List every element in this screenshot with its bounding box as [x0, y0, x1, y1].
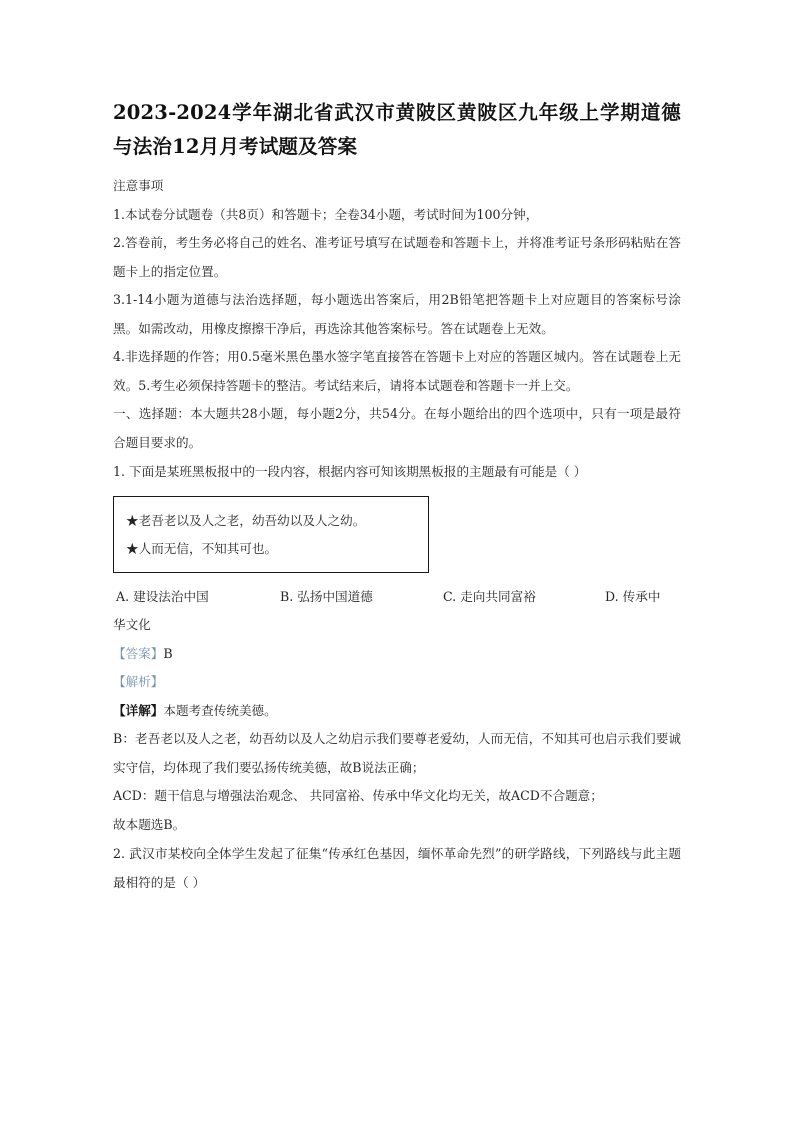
option-d[interactable]: D. 传承中	[605, 588, 661, 604]
notice-item-2: 2.答卷前，考生务必将自己的姓名、准考证号填写在试题卷和答题卡上，并将准考证号条形码粘贴在答题卡上的指定位置。	[113, 235, 681, 279]
answer-tag: 【答案】	[113, 645, 164, 661]
question-1-stem: 1. 下面是某班黑板报中的一段内容，根据内容可知该期黑板报的主题最有可能是（ ）	[113, 464, 587, 479]
question-1-options	[113, 583, 681, 612]
answer-value: B	[163, 645, 173, 661]
notice-item-1: 1.本试卷分试题卷（共8页）和答题卡；全卷34小题，考试时间为100分钟，	[113, 206, 539, 222]
option-d-wrap: 华文化	[113, 617, 151, 632]
quote-line-2: ★人而无信，不知其可也。	[126, 540, 278, 556]
option-c[interactable]: C. 走向共同富裕	[443, 588, 536, 604]
question-1-answer	[113, 640, 681, 669]
notice-item-3: 3.1-14小题为道德与法治选择题，每小题选出答案后，用2B铅笔把答题卡上对应题目的答案标号涂黑。如需改动，用橡皮擦擦干净后，再选涂其他答案标号。答在试题卷上无效。	[113, 292, 681, 336]
explanation-line-2: ACD：题干信息与增强法治观念、 共同富裕、传承中华文化均无关，故ACD不合题意；	[113, 788, 603, 803]
question-1-detail	[113, 697, 681, 726]
explanation-line-3: 故本题选B。	[113, 816, 186, 832]
section-heading-choice: 一、选择题：本大题共28小题，每小题2分，共54分。在每小题给出的四个选项中，只有一项是最符合题目要求的。	[113, 406, 681, 450]
quote-line-1: ★老吾老以及人之老，幼吾幼以及人之幼。	[126, 512, 366, 528]
notice-heading: 注意事项	[113, 178, 164, 193]
page-title: 2023-2024学年湖北省武汉市黄陂区黄陂区九年级上学期道德与法治12月月考试题及答案	[113, 101, 681, 158]
option-b[interactable]: B. 弘扬中国道德	[280, 588, 373, 604]
question-2-stem: 2. 武汉市某校向全体学生发起了征集“传承红色基因，缅怀革命先烈”的研学路线，下列路线与此主题最相符的是（ ）	[113, 846, 681, 890]
detail-tag: 【详解】	[113, 702, 164, 718]
analysis-tag: 【解析】	[113, 674, 164, 689]
detail-text: 本题考查传统美德。	[163, 702, 277, 718]
notice-item-4: 4.非选择题的作答；用0.5毫米黑色墨水签字笔直接答在答题卡上对应的答题区城内。答在试题卷上无效。5.考生必须保持答题卡的整洁。考试结来后，请将本试题卷和答题卡一并上交。	[113, 349, 681, 393]
explanation-line-1: B：老吾老以及人之老，幼吾幼以及人之幼启示我们要尊老爱幼，人而无信，不知其可也启示我们要诚实守信，均体现了我们要弘扬传统美德，故B说法正确；	[113, 731, 681, 775]
option-a[interactable]: A. 建设法治中国	[116, 588, 209, 604]
question-1-quote-box	[113, 496, 429, 573]
question-1-analysis	[113, 668, 681, 697]
